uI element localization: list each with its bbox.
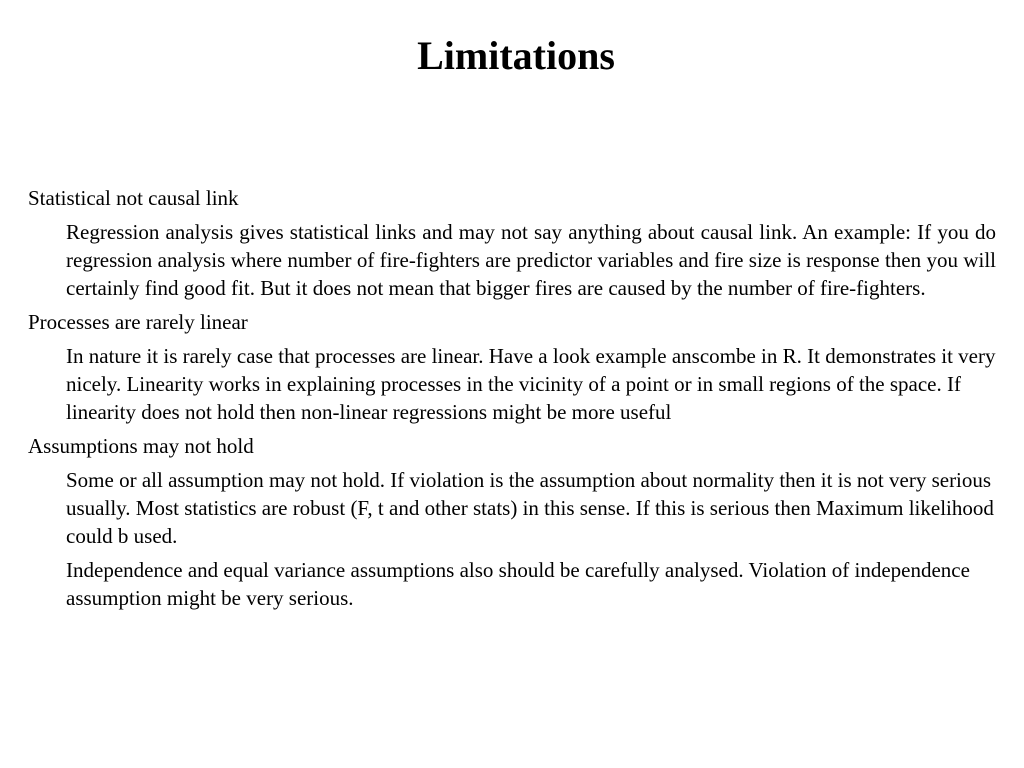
- section-heading: Assumptions may not hold: [28, 434, 254, 458]
- slide-content: [28, 184, 996, 618]
- section-assumptions-may-not-hold: [28, 432, 996, 612]
- slide-title: Limitations: [417, 33, 615, 78]
- section-statistical-not-causal: [28, 184, 996, 302]
- section-paragraph: Independence and equal variance assumptions also should be carefully analysed. Violation of independence assumption might be very serious.: [66, 558, 970, 610]
- section-heading: Statistical not causal link: [28, 186, 239, 210]
- section-processes-rarely-linear: [28, 308, 996, 426]
- section-paragraph: Some or all assumption may not hold. If violation is the assumption about normality then it is not very serious usually. Most statistics are robust (F, t and other stats) in this sense. If this is serious then Maximum likelihood could b used.: [66, 468, 994, 548]
- section-paragraph: Regression analysis gives statistical links and may not say anything about causal link. An example: If you do regression analysis where number of fire-fighters are predictor variables and fire size is response then you will certainly find good fit. But it does not mean that bigger fires are caused by the number of fire-fighters.: [66, 220, 996, 300]
- section-paragraph: In nature it is rarely case that processes are linear. Have a look example anscombe in R. It demonstrates it very nicely. Linearity works in explaining processes in the vicinity of a point or in small regions of the space. If linearity does not hold then non-linear regressions might be more useful: [66, 344, 996, 424]
- section-heading: Processes are rarely linear: [28, 310, 248, 334]
